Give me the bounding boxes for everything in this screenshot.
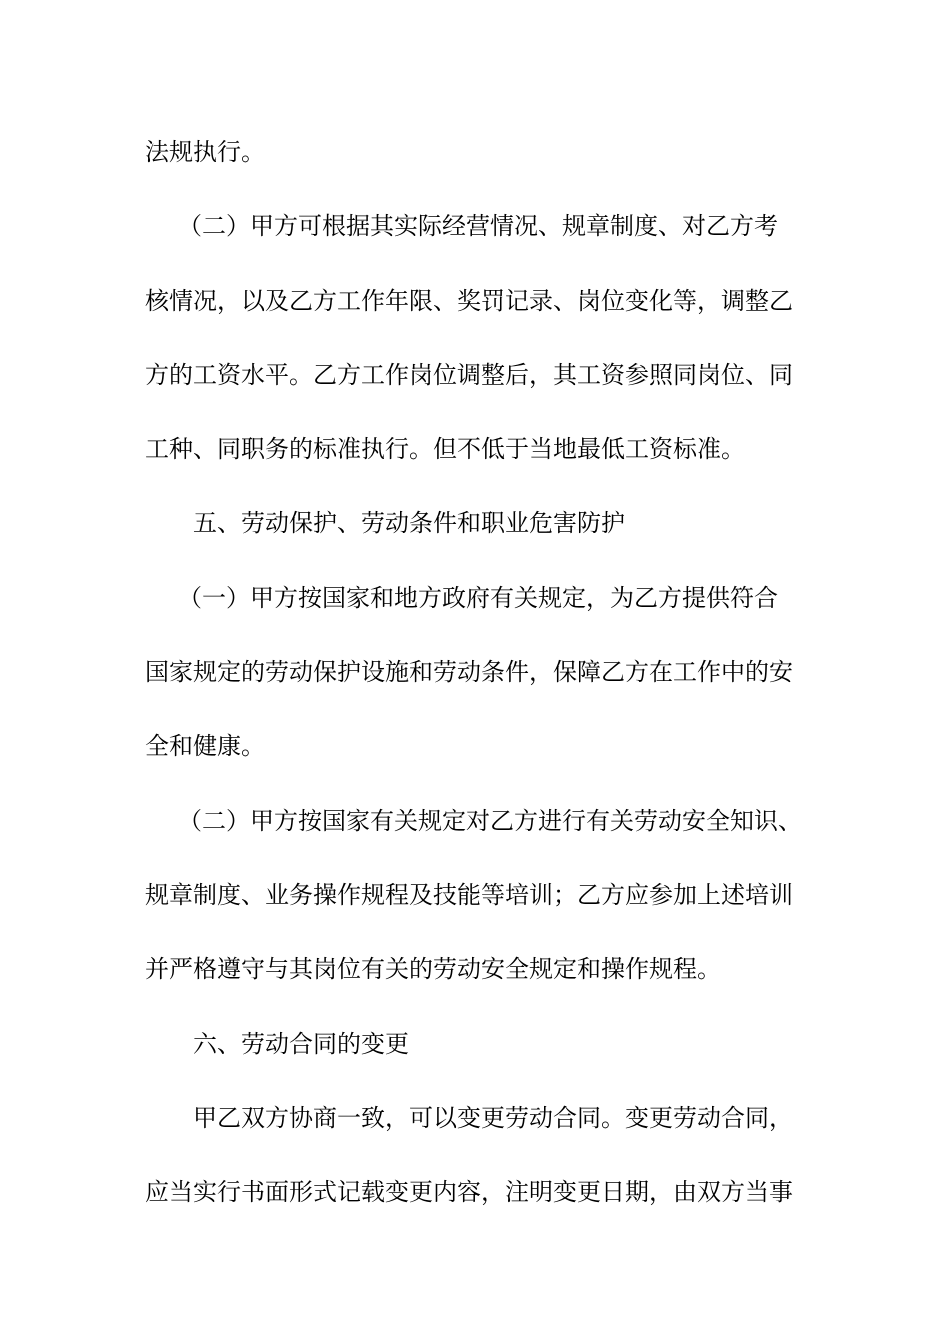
paragraph-line: （一）甲方按国家和地方政府有关规定，为乙方提供符合 xyxy=(178,584,778,612)
section-heading: 六、劳动合同的变更 xyxy=(193,1030,409,1058)
paragraph-line: 方的工资水平。乙方工作岗位调整后，其工资参照同岗位、同 xyxy=(145,361,793,389)
paragraph-line: 工种、同职务的标准执行。但不低于当地最低工资标准。 xyxy=(145,435,745,463)
paragraph-line: 全和健康。 xyxy=(145,732,265,760)
paragraph-line: 应当实行书面形式记载变更内容，注明变更日期，由双方当事 xyxy=(145,1178,793,1206)
paragraph-line: 并严格遵守与其岗位有关的劳动安全规定和操作规程。 xyxy=(145,955,721,983)
section-heading: 五、劳动保护、劳动条件和职业危害防护 xyxy=(193,509,625,537)
paragraph-line: 规章制度、业务操作规程及技能等培训；乙方应参加上述培训 xyxy=(145,881,793,909)
paragraph-line: 核情况，以及乙方工作年限、奖罚记录、岗位变化等，调整乙 xyxy=(145,287,793,315)
paragraph-line: 甲乙双方协商一致，可以变更劳动合同。变更劳动合同， xyxy=(193,1104,793,1132)
paragraph-line: 国家规定的劳动保护设施和劳动条件，保障乙方在工作中的安 xyxy=(145,658,793,686)
paragraph-line: 法规执行。 xyxy=(145,138,265,166)
paragraph-line: （二）甲方按国家有关规定对乙方进行有关劳动安全知识、 xyxy=(178,807,802,835)
paragraph-line: （二）甲方可根据其实际经营情况、规章制度、对乙方考 xyxy=(178,212,778,240)
